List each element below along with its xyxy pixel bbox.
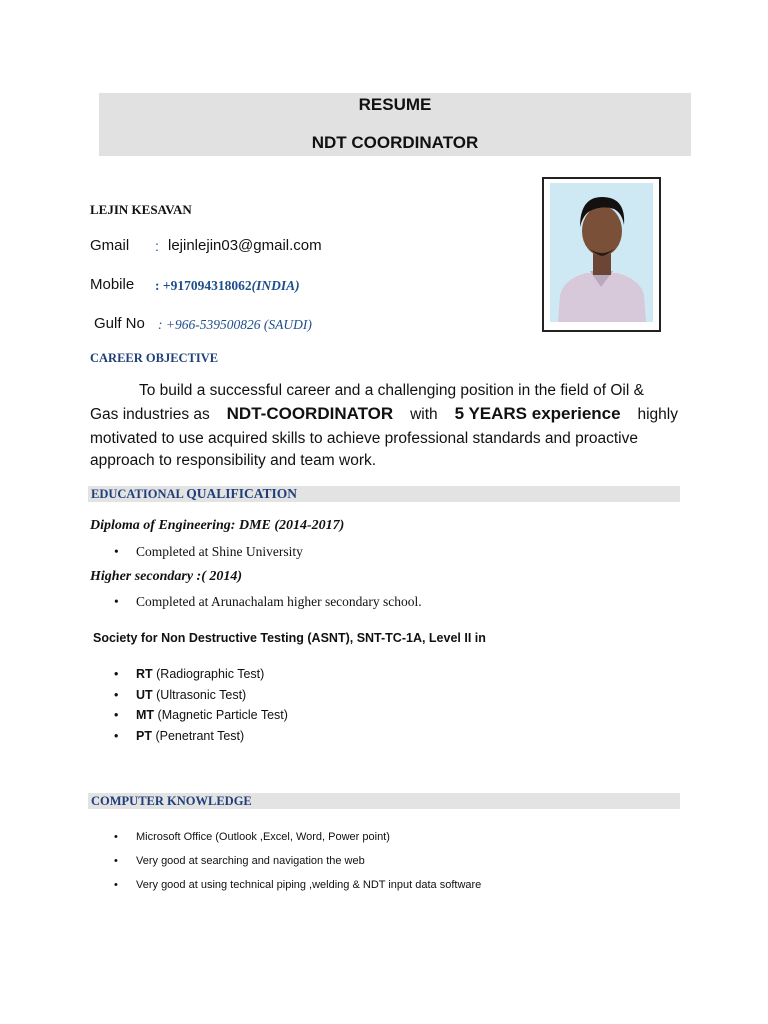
objective-line-2: [90, 404, 678, 424]
gulf-label: Gulf No: [94, 315, 145, 332]
list-item: [112, 726, 288, 747]
test-desc: (Radiographic Test): [152, 667, 265, 681]
computer-heading-bar: [88, 793, 680, 809]
gmail-separator: :: [155, 238, 159, 254]
diploma-list: [112, 544, 303, 560]
education-heading-bar: [88, 486, 680, 502]
education-heading-b: QUALIFICATION: [186, 486, 298, 501]
candidate-name: LEJIN KESAVAN: [90, 202, 192, 217]
list-item: [112, 664, 288, 685]
test-desc: (Penetrant Test): [151, 728, 245, 743]
objective-line-4: approach to responsibility and team work.: [90, 452, 377, 469]
resume-header: [99, 93, 691, 156]
test-code: MT: [136, 708, 155, 722]
test-desc: (Magnetic Particle Test): [154, 708, 288, 722]
ndt-tests-list: [136, 664, 288, 746]
resume-title: RESUME: [358, 95, 432, 114]
objective-line-1: To build a successful career and a challenging position in the field of Oil &: [139, 382, 644, 399]
profile-photo: [550, 183, 653, 322]
computer-heading: COMPUTER KNOWLEDGE: [91, 794, 252, 808]
objective-experience: 5 YEARS experience: [454, 404, 621, 423]
test-code: UT: [136, 687, 153, 702]
test-desc: (Ultrasonic Test): [152, 687, 247, 702]
objective-phrase-c: with: [410, 406, 438, 423]
education-heading-a: EDUCATIONAL: [91, 487, 184, 501]
list-item: • Completed at Shine University: [112, 544, 303, 560]
objective-phrase-e: highly: [637, 406, 678, 423]
objective-role: NDT-COORDINATOR: [226, 404, 394, 423]
mobile-value: : +917094318062: [155, 278, 252, 293]
list-item: [112, 705, 288, 726]
resume-subtitle: NDT COORDINATOR: [311, 133, 479, 152]
gmail-value[interactable]: lejinlejin03@gmail.com: [168, 237, 322, 254]
career-objective-heading: CAREER OBJECTIVE: [90, 351, 219, 365]
list-item: • Very good at using technical piping ,welding & NDT input data software: [112, 873, 481, 897]
objective-line-3: motivated to use acquired skills to achieve professional standards and proactive: [90, 430, 638, 447]
mobile-number: [155, 278, 300, 294]
objective-phrase-a: Gas industries as: [90, 406, 210, 423]
test-code: RT: [136, 667, 153, 681]
gulf-value: : +966-539500826 (SAUDI): [158, 317, 312, 332]
mobile-country: (INDIA): [251, 278, 300, 293]
list-item: • Completed at Arunachalam higher secondary school.: [112, 594, 422, 610]
higher-secondary-list: [112, 594, 422, 610]
list-item: • Very good at searching and navigation the web: [112, 849, 481, 873]
computer-skills-list: [112, 825, 481, 897]
education-heading: [91, 486, 297, 502]
diploma-title: Diploma of Engineering: DME (2014-2017): [90, 518, 345, 533]
person-silhouette-icon: [550, 183, 653, 322]
profile-photo-frame: [542, 177, 661, 332]
gmail-label: Gmail: [90, 237, 130, 254]
mobile-label: Mobile: [90, 276, 135, 293]
higher-secondary-title: Higher secondary :( 2014): [90, 569, 243, 584]
list-item: • Microsoft Office (Outlook ,Excel, Word, Power point): [112, 825, 481, 849]
asnt-certification: Society for Non Destructive Testing (ASNT), SNT-TC-1A, Level II in: [93, 631, 486, 645]
list-item: [112, 685, 288, 706]
test-code: PT: [136, 728, 152, 743]
